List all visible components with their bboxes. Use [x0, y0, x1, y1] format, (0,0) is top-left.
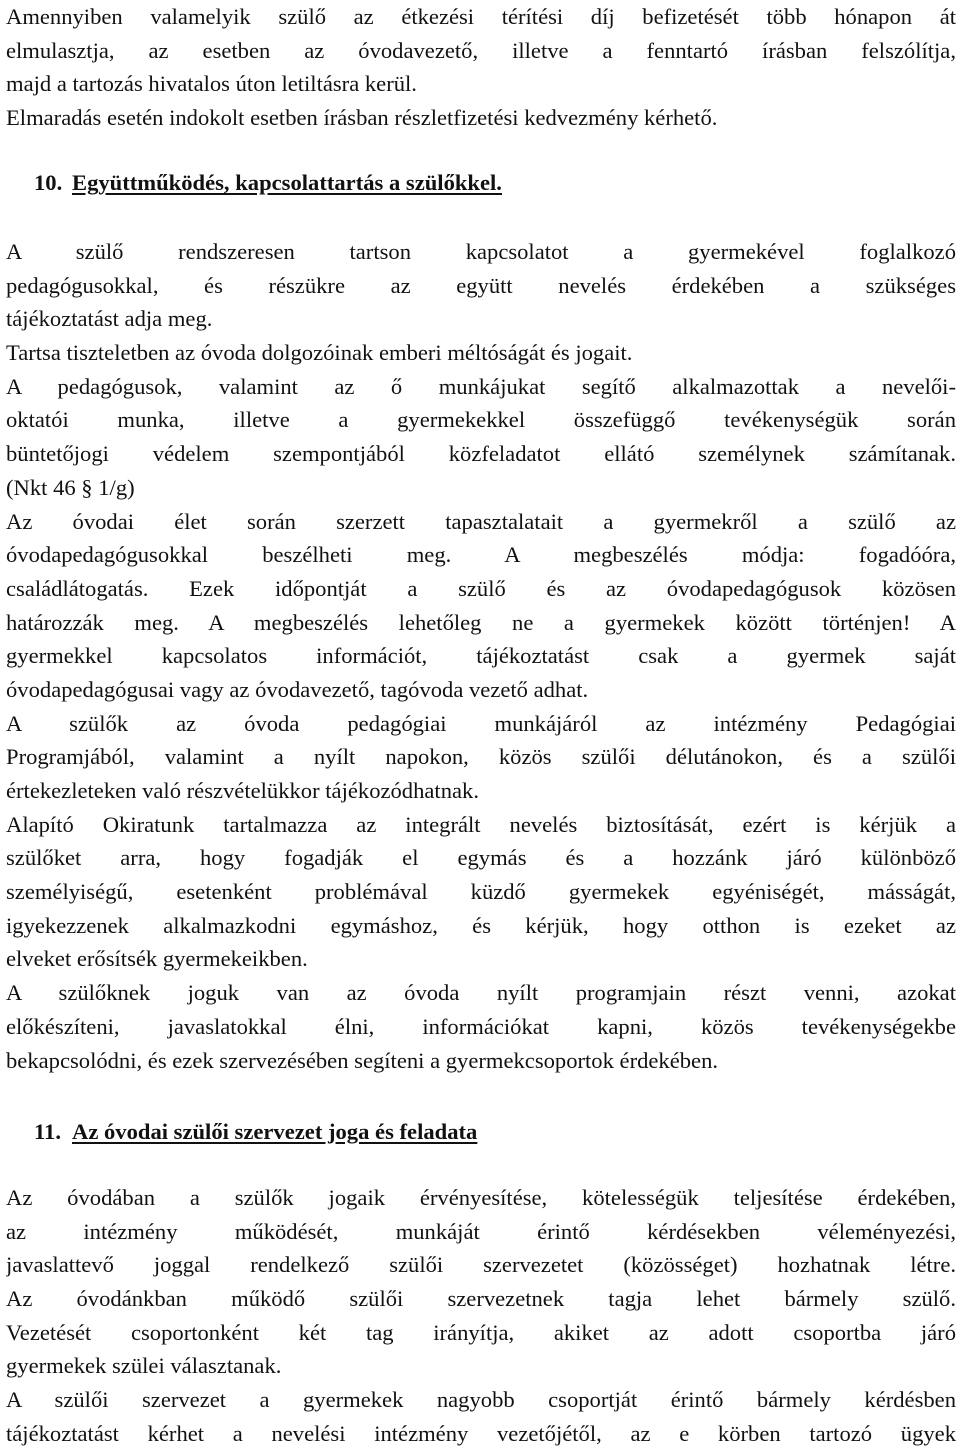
- text-line: majd a tartozás hivatalos úton letiltásra kerül.: [6, 71, 417, 97]
- text-line: igyekezzenek alkalmazkodni egymáshoz, és kérjük, hogy otthon is ezeket az: [6, 912, 956, 938]
- text-line: óvodapedagógusai vagy az óvodavezető, tagóvoda vezető adhat.: [6, 676, 589, 702]
- text-line: A szülő rendszeresen tartson kapcsolatot a gyermekével foglalkozó: [6, 239, 956, 264]
- text-line: az intézmény működését, munkáját érintő kérdésekben véleményezési,: [6, 1218, 956, 1244]
- text-line: A szülőknek joguk van az óvoda nyílt programjain részt venni, azokat: [6, 980, 956, 1006]
- text-line: Az óvodánkban működő szülői szervezetnek tagja lehet bármely szülő.: [6, 1286, 956, 1312]
- section-number: 10.: [34, 170, 63, 195]
- paragraph-meal-fee: [6, 0, 956, 135]
- section-10-body: [6, 235, 956, 1077]
- section-11-body: [6, 1181, 956, 1451]
- text-line: Alapító Okiratunk tartalmazza az integrált nevelés biztosítását, ezért is kérjük a: [6, 811, 956, 837]
- text-line: javaslattevő joggal rendelkező szülői szervezetet (közösséget) hozhatnak létre.: [6, 1252, 956, 1278]
- section-title: Együttműködés, kapcsolattartás a szülőkkel.: [72, 170, 502, 195]
- text-line: tájékoztatást adja meg.: [6, 306, 213, 332]
- text-line: (Nkt 46 § 1/g): [6, 474, 135, 500]
- text-line: A szülők az óvoda pedagógiai munkájáról az intézmény Pedagógiai: [6, 710, 956, 736]
- text-line: határozzák meg. A megbeszélés lehetőleg ne a gyermekek között történjen! A: [6, 609, 956, 635]
- text-line: pedagógusokkal, és részükre az együtt nevelés érdekében a szükséges: [6, 272, 956, 298]
- section-number: 11.: [34, 1119, 61, 1144]
- text-line: A szülői szervezet a gyermekek nagyobb csoportját érintő bármely kérdésben: [6, 1387, 956, 1413]
- text-line: Programjából, valamint a nyílt napokon, közös szülői délutánokon, és a szülői: [6, 744, 956, 770]
- section-heading-11: [34, 1115, 477, 1149]
- text-line: bekapcsolódni, és ezek szervezésében segíteni a gyermekcsoportok érdekében.: [6, 1047, 719, 1073]
- text-line: elmulasztja, az esetben az óvodavezető, illetve a fenntartó írásban felszólítja,: [6, 37, 956, 63]
- text-line: óvodapedagógusokkal beszélheti meg. A megbeszélés módja: fogadóóra,: [6, 542, 956, 568]
- text-line: Elmaradás esetén indokolt esetben írásban részletfizetési kedvezmény kérhető.: [6, 105, 718, 131]
- text-line: oktatói munka, illetve a gyermekekkel összefüggő tevékenységük során: [6, 407, 956, 433]
- text-line: szülőket arra, hogy fogadják el egymás és a hozzánk járó különböző: [6, 845, 956, 871]
- text-line: gyermekek szülei választanak.: [6, 1353, 282, 1379]
- text-line: tájékoztatást kérhet a nevelési intézmény vezetőjétől, az e körben tartozó ügyek: [6, 1420, 956, 1446]
- text-line: elveket erősítsék gyermekeikben.: [6, 946, 308, 972]
- text-line: Amennyiben valamelyik szülő az étkezési térítési díj befizetését több hónapon át: [6, 4, 956, 29]
- text-line: Az óvodában a szülők jogaik érvényesítése, kötelességük teljesítése érdekében,: [6, 1185, 956, 1210]
- section-title: Az óvodai szülői szervezet joga és feladata: [72, 1119, 478, 1144]
- text-line: előkészíteni, javaslatokkal élni, információkat kapni, közös tevékenységekbe: [6, 1013, 956, 1039]
- text-line: személyiségű, esetenként problémával küzdő gyermekek egyéniségét, másságát,: [6, 879, 956, 905]
- text-line: Az óvodai élet során szerzett tapasztalatait a gyermekről a szülő az: [6, 508, 956, 534]
- text-line: büntetőjogi védelem szempontjából közfeladatot ellátó személynek számítanak.: [6, 441, 956, 467]
- text-line: családlátogatás. Ezek időpontját a szülő és az óvodapedagógusok közösen: [6, 575, 956, 601]
- text-line: A pedagógusok, valamint az ő munkájukat segítő alkalmazottak a nevelői-: [6, 373, 956, 399]
- text-line: Vezetését csoportonként két tag irányítja, akiket az adott csoportba járó: [6, 1319, 956, 1345]
- section-heading-10: [34, 166, 502, 200]
- text-line: gyermekkel kapcsolatos információt, tájékoztatást csak a gyermek saját: [6, 643, 956, 669]
- text-line: Tartsa tiszteletben az óvoda dolgozóinak emberi méltóságát és jogait.: [6, 340, 633, 366]
- text-line: értekezleteken való részvételükkor tájékozódhatnak.: [6, 778, 479, 803]
